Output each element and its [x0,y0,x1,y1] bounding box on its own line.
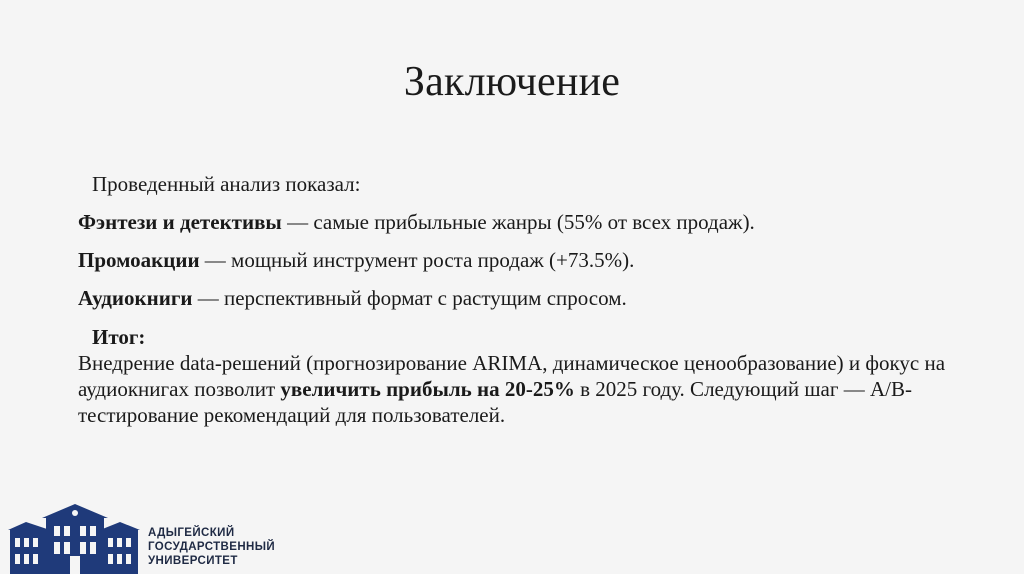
finding-text: — мощный инструмент роста продаж (+73.5%). [199,248,635,272]
summary-part2: в 2025 году. Следующий шаг — A/B-тестирование рекомендаций для пользователей. [78,377,912,427]
finding-text: — самые прибыльные жанры (55% от всех продаж). [281,210,755,234]
university-name-line: ГОСУДАРСТВЕННЫЙ [148,541,276,553]
summary-heading: Итог: [92,325,146,349]
university-name [148,526,275,568]
finding-item [78,286,627,311]
summary-part1: Внедрение data-решений (прогнозирование ARIMA, динамическое ценообразование) и фокус на аудиокнигах позволит [78,351,946,401]
slide-title: Заключение [403,59,621,105]
finding-item [78,248,634,273]
finding-label: Аудиокниги [78,286,193,310]
finding-text: — перспективный формат с растущим спросом. [192,286,627,310]
finding-label: Фэнтези и детективы [78,210,282,234]
intro-text: Проведенный анализ показал: [92,172,361,196]
university-name-line: АДЫГЕЙСКИЙ [148,527,235,539]
finding-item [78,210,755,235]
university-name-line: УНИВЕРСИТЕТ [148,555,238,567]
summary-text [78,350,968,428]
summary-highlight: увеличить прибыль на 20-25% [280,377,575,401]
finding-label: Промоакции [78,248,200,272]
